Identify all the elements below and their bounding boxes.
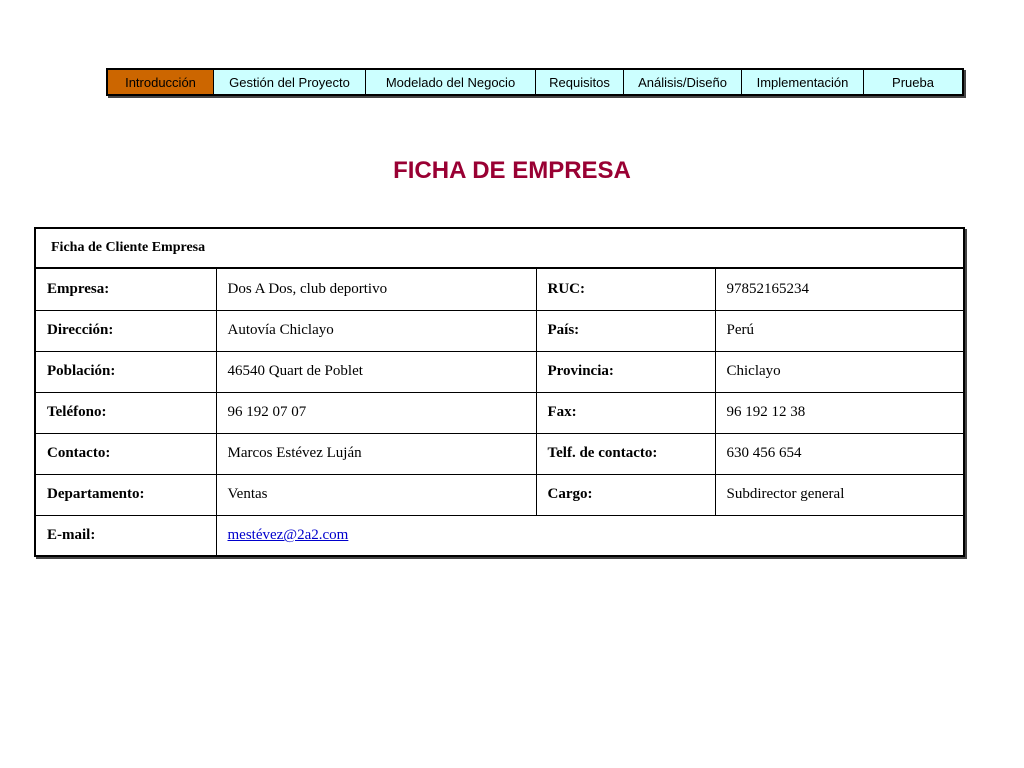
empresa-value: Dos A Dos, club deportivo <box>216 269 536 310</box>
pais-label: País: <box>536 310 715 351</box>
email-link[interactable]: mestévez@2a2.com <box>227 527 349 544</box>
tab-modelado-del-negocio[interactable]: Modelado del Negocio <box>366 70 536 94</box>
form-row-departamento <box>36 474 963 515</box>
telefono-label: Teléfono: <box>36 392 216 433</box>
contacto-label: Contacto: <box>36 433 216 474</box>
tab-requisitos[interactable]: Requisitos <box>536 70 624 94</box>
cargo-value: Subdirector general <box>715 474 963 515</box>
form-row-poblacion <box>36 351 963 392</box>
poblacion-value: 46540 Quart de Poblet <box>216 351 536 392</box>
contacto-value: Marcos Estévez Luján <box>216 433 536 474</box>
cargo-label: Cargo: <box>536 474 715 515</box>
tab-implementacion[interactable]: Implementación <box>742 70 864 94</box>
direccion-value: Autovía Chiclayo <box>216 310 536 351</box>
fax-value: 96 192 12 38 <box>715 392 963 433</box>
email-cell <box>216 515 963 556</box>
ruc-label: RUC: <box>536 269 715 310</box>
telf-contacto-label: Telf. de contacto: <box>536 433 715 474</box>
tab-prueba[interactable]: Prueba <box>864 70 962 94</box>
company-form-table <box>36 269 963 556</box>
poblacion-label: Población: <box>36 351 216 392</box>
empresa-label: Empresa: <box>36 269 216 310</box>
ruc-value: 97852165234 <box>715 269 963 310</box>
form-row-direccion <box>36 310 963 351</box>
departamento-label: Departamento: <box>36 474 216 515</box>
pais-value: Perú <box>715 310 963 351</box>
tab-gestion-del-proyecto[interactable]: Gestión del Proyecto <box>214 70 366 94</box>
fax-label: Fax: <box>536 392 715 433</box>
departamento-value: Ventas <box>216 474 536 515</box>
tab-introduccion[interactable]: Introducción <box>108 70 214 94</box>
email-label: E-mail: <box>36 515 216 556</box>
form-row-empresa <box>36 269 963 310</box>
top-navigation <box>106 68 964 96</box>
tab-analisis-diseno[interactable]: Análisis/Diseño <box>624 70 742 94</box>
company-form-card <box>34 227 965 557</box>
telf-contacto-value: 630 456 654 <box>715 433 963 474</box>
form-row-email <box>36 515 963 556</box>
direccion-label: Dirección: <box>36 310 216 351</box>
page-title: FICHA DE EMPRESA <box>393 157 631 184</box>
provincia-label: Provincia: <box>536 351 715 392</box>
form-header: Ficha de Cliente Empresa <box>36 229 963 269</box>
telefono-value: 96 192 07 07 <box>216 392 536 433</box>
form-row-contacto <box>36 433 963 474</box>
provincia-value: Chiclayo <box>715 351 963 392</box>
form-row-telefono <box>36 392 963 433</box>
